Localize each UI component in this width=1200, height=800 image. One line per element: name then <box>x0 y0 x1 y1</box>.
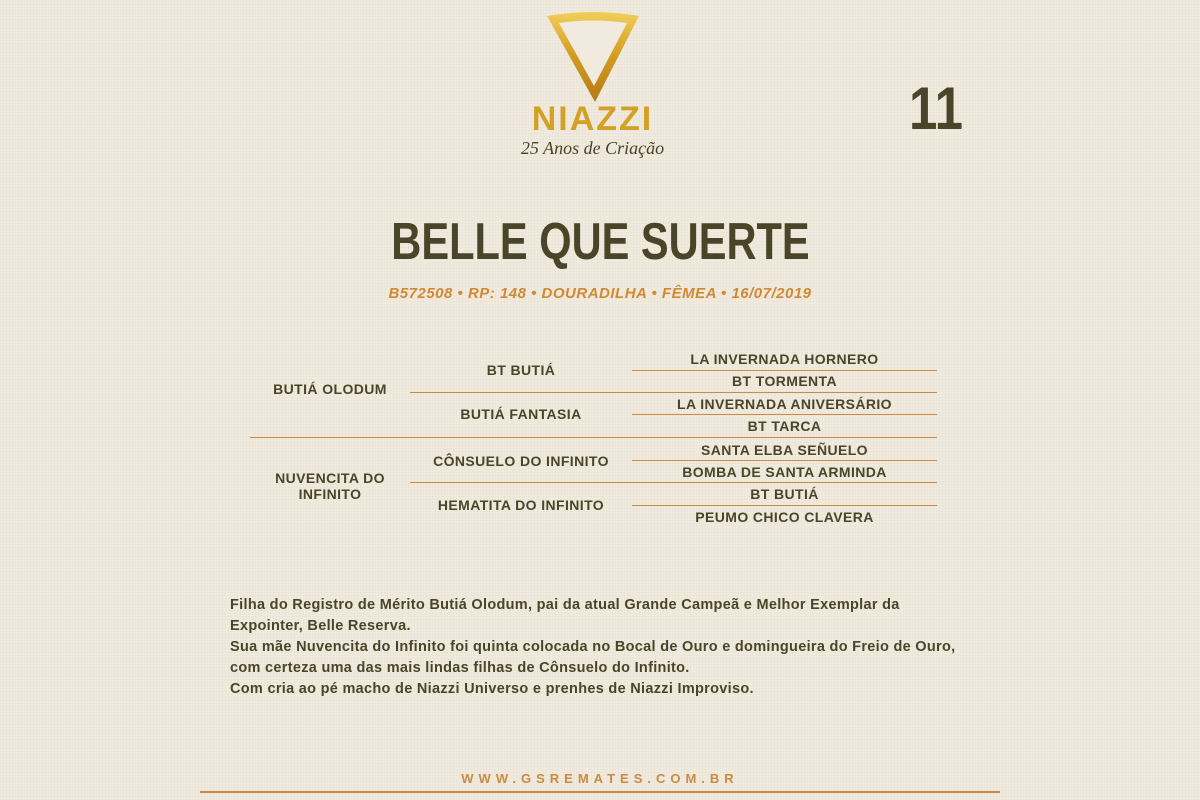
pedigree-ssd: BT TORMENTA <box>732 373 837 389</box>
pedigree-sss: LA INVERNADA HORNERO <box>690 351 879 367</box>
website-link[interactable]: WWW.GSREMATES.COM.BR <box>461 771 739 786</box>
horse-name-text: BELLE QUE SUERTE <box>390 213 810 271</box>
pedigree-dam: NUVENCITA DO INFINITO <box>275 470 385 502</box>
niazzi-logo <box>505 10 680 160</box>
brand-tagline: 25 Anos de Criação <box>520 138 665 158</box>
pedigree-dam-dam: HEMATITA DO INFINITO <box>437 497 605 513</box>
pedigree-divider <box>250 437 937 438</box>
pedigree-dsd: BOMBA DE SANTA ARMINDA <box>682 464 887 480</box>
pedigree-divider <box>632 370 937 371</box>
lot-number: 11 <box>909 75 963 142</box>
pedigree-sire-sire: BT BUTIÁ <box>486 362 556 378</box>
pedigree-divider <box>632 460 937 461</box>
pedigree-sds: LA INVERNADA ANIVERSÁRIO <box>677 396 892 412</box>
pedigree-divider <box>410 392 937 393</box>
horse-name <box>0 212 1200 272</box>
pedigree-sire-dam: BUTIÁ FANTASIA <box>460 406 582 422</box>
description-paragraph: Filha do Registro de Mérito Butiá Olodum, pai da atual Grande Campeã e Melhor Exemplar da Expointer, Belle Reserva. <box>230 597 900 634</box>
horse-details: B572508 • RP: 148 • DOURADILHA • FÊMEA • 16/07/2019 <box>388 285 812 302</box>
pedigree-divider <box>632 414 937 415</box>
triangle-logo-icon <box>543 10 643 105</box>
description-paragraph: Com cria ao pé macho de Niazzi Universo e prenhes de Niazzi Improviso. <box>230 681 754 697</box>
description <box>230 595 970 700</box>
footer-divider <box>200 791 1000 793</box>
pedigree-ddd: PEUMO CHICO CLAVERA <box>695 509 874 525</box>
brand-name: NIAZZI <box>531 100 654 138</box>
description-paragraph: Sua mãe Nuvencita do Infinito foi quinta colocada no Bocal de Ouro e domingueira do Freio de Ouro, com certeza uma das mais lindas filhas de Cônsuelo do Infinito. <box>230 639 956 676</box>
pedigree-sire: BUTIÁ OLODUM <box>273 381 387 397</box>
pedigree-dam-sire: CÔNSUELO DO INFINITO <box>433 453 609 469</box>
pedigree-divider <box>410 482 937 483</box>
pedigree-sdd: BT TARCA <box>747 418 822 434</box>
pedigree-dds: BT BUTIÁ <box>750 486 819 502</box>
pedigree-dss: SANTA ELBA SEÑUELO <box>701 442 868 458</box>
pedigree-divider <box>632 505 937 506</box>
